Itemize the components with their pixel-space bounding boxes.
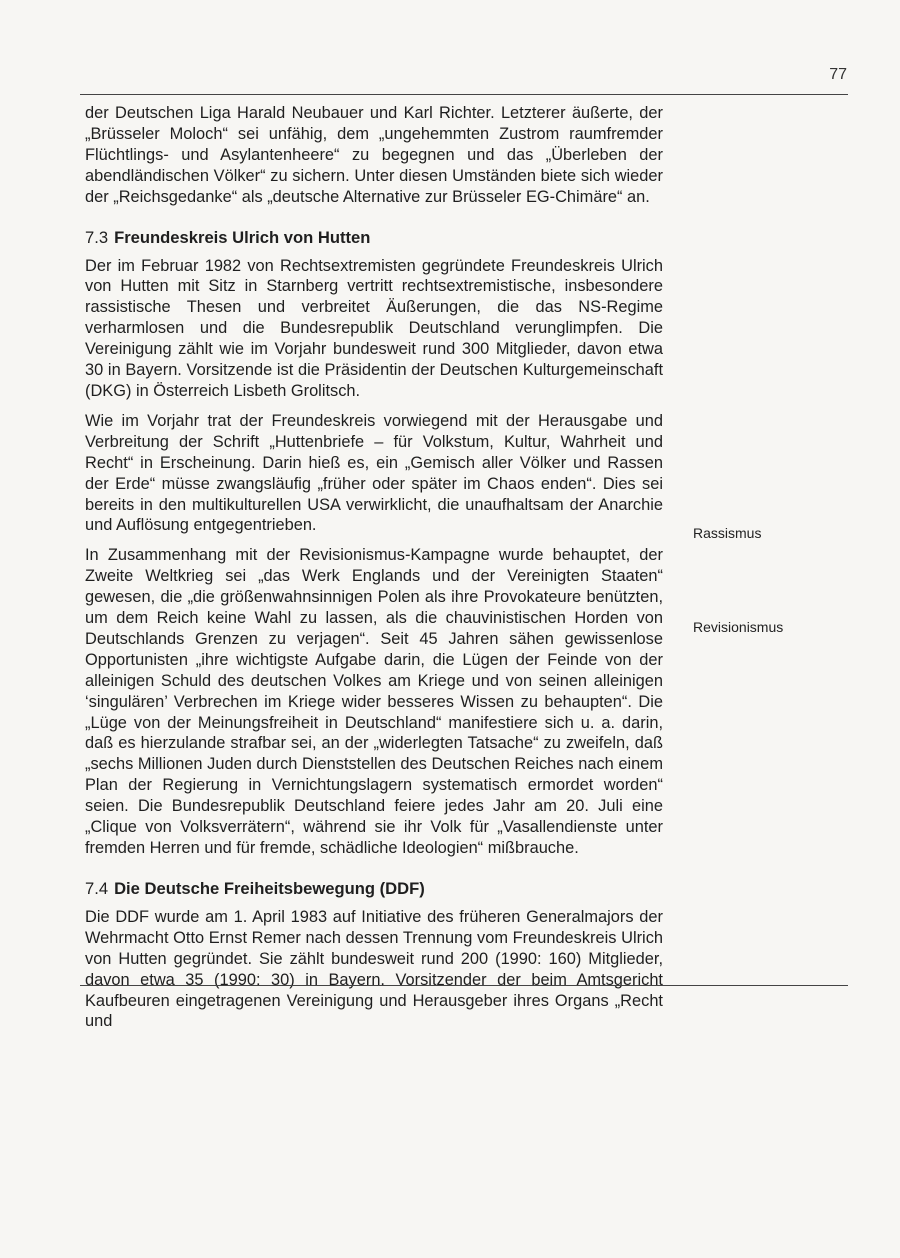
section-heading-7-3 — [85, 228, 663, 248]
paragraph: In Zusammenhang mit der Revisionismus-Kampagne wurde behauptet, der Zweite Weltkrieg sei „das Werk Englands und der Vereinigten Staaten“ gewesen, die „die größenwahnsinnigen Polen als ihre Provokateure benützten, um dem Reich keine Wahl zu lassen, als die chauvinistischen Horden von Deutschlands Grenzen zu verjagen“. Seit 45 Jahren sähen gewissenlose Opportunisten „ihre wichtigste Aufgabe darin, die Lügen der Feinde von der alleinigen Schuld des deutschen Volkes am Kriege und von seinen alleinigen ‘singulären’ Verbrechen im Kriege wider besseres Wissen zu behaupten“. Die „Lüge von der Meinungsfreiheit in Deutschland“ manifestiere sich u. a. darin, daß es hierzulande strafbar sei, an der „widerlegten Tatsache“ zu zweifeln, daß „sechs Millionen Juden durch Dienststellen des Deutschen Reiches nach einem Plan der Regierung in Vernichtungslagern systematisch ermordet worden“ seien. Die Bundesrepublik Deutschland feiere jedes Jahr am 20. Juli eine „Clique von Volksverrätern“, während sie ihr Volk für „Vasallendienste unter fremden Herren und für fremde, schädliche Ideologien“ mißbrauche. — [85, 546, 663, 857]
section-title: Die Deutsche Freiheitsbewegung (DDF) — [114, 878, 425, 898]
margin-note-rassismus: Rassismus — [693, 525, 762, 541]
main-text-column — [85, 103, 663, 1032]
paragraph: Wie im Vorjahr trat der Freundeskreis vorwiegend mit der Herausgabe und Verbreitung der Schrift „Huttenbriefe – für Volkstum, Kultur, Wahrheit und Recht“ in Erscheinung. Darin hieß es, ein „Gemisch aller Völker und Rassen der Erde“ müsse zwangsläufig „früher oder später im Chaos enden“. Dies sei bereits in den multikulturellen USA verwirklicht, die unaufhaltsam der Anarchie und Auflösung entgegentrieben. — [85, 411, 663, 535]
section-heading-7-4 — [85, 879, 663, 899]
section-title: Freundeskreis Ulrich von Hutten — [114, 227, 371, 247]
section-number: 7.4 — [85, 878, 109, 898]
paragraph: Der im Februar 1982 von Rechtsextremisten gegründete Freundeskreis Ulrich von Hutten mit Sitz in Starnberg vertritt rechtsextremistische, insbesondere rassistische Thesen und verbreitet Äußerungen, die das NS-Regime verharmlosen und die Bundesrepublik Deutschland verunglimpfen. Die Vereinigung zählt wie im Vorjahr bundesweit rund 300 Mitglieder, davon etwa 30 in Bayern. Vorsitzende ist die Präsidentin der Deutschen Kulturgemeinschaft (DKG) in Österreich Lisbeth Grolitsch. — [85, 256, 663, 400]
footer-rule — [80, 985, 848, 986]
paragraph: Die DDF wurde am 1. April 1983 auf Initiative des früheren Generalmajors der Wehrmacht Otto Ernst Remer nach dessen Trennung vom Freundeskreis Ulrich von Hutten gegründet. Sie zählt bundesweit rund 200 (1990: 160) Mitglieder, davon etwa 35 (1990: 30) in Bayern. Vorsitzender der beim Amtsgericht Kaufbeuren eingetragenen Vereinigung und Herausgeber ihres Organs „Recht und — [85, 907, 663, 1031]
section-number: 7.3 — [85, 227, 109, 247]
paragraph: der Deutschen Liga Harald Neubauer und Karl Richter. Letzterer äußerte, der „Brüsseler Moloch“ sei unfähig, dem „ungehemmten Zustrom raumfremder Flüchtlings- und Asylantenheere“ zu begegnen und das „Überleben der abendländischen Völker“ zu sichern. Unter diesen Umständen biete sich wieder der „Reichsgedanke“ als „deutsche Alternative zur Brüsseler EG-Chimäre“ an. — [85, 104, 663, 206]
margin-note-revisionismus: Revisionismus — [693, 619, 784, 635]
page-number: 77 — [829, 66, 847, 83]
header-rule — [80, 94, 848, 95]
